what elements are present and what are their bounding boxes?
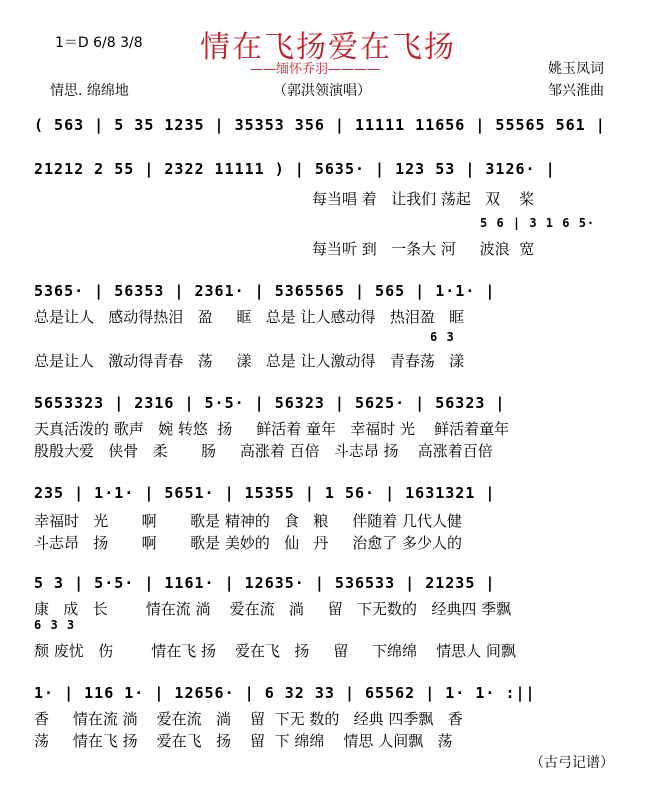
composer: 邹兴淮曲 <box>548 83 604 99</box>
score-line-2-lyric-1: 每当唱 着 让我们 荡起 双 桨 <box>312 190 535 208</box>
song-subtitle: ——缅怀乔羽———— <box>250 62 381 77</box>
key-signature: 1＝D 6/8 3/8 <box>55 35 143 51</box>
score-line-2-alt: 5 6 | 3 1 6 5· <box>480 216 596 230</box>
score-line-4-lyric-2: 殷殷大爱 侠骨 柔 肠 高涨着 百倍 斗志昂 扬 高涨着百倍 <box>34 442 493 460</box>
score-line-2-lyric-2: 每当听 到 一条大 河 波浪 宽 <box>312 240 535 258</box>
score-line-7-lyric-2: 荡 情在飞 扬 爱在飞 扬 留 下 绵绵 情思 人间飘 荡 <box>34 732 453 750</box>
score-line-6-lyric-2: 颓 废忧 伤 情在飞 扬 爱在飞 扬 留 下绵绵 情思人 间飘 <box>34 642 516 660</box>
score-line-7-notes: 1· | 116 1· | 12656· | 6 32 33 | 65562 | 1· 1· :|| <box>34 684 536 702</box>
score-line-3-lyric-1: 总是让人 感动得热泪 盈 眶 总是 让人感动得 热泪盈 眶 <box>34 308 465 326</box>
song-title: 情在飞扬爱在飞扬 <box>200 30 456 65</box>
score-line-4-lyric-1: 天真活泼的 歌声 婉 转悠 扬 鲜活着 童年 幸福时 光 鲜活着童年 <box>34 420 510 438</box>
score-line-4-notes: 5653323 | 2316 | 5·5· | 56323 | 5625· | 56323 | <box>34 394 506 412</box>
lyricist: 姚玉凤词 <box>548 61 604 77</box>
score-line-6-lyric-1: 康 成 长 情在流 淌 爱在流 淌 留 下无数的 经典四 季飘 <box>34 600 512 618</box>
score-line-5-lyric-1: 幸福时 光 啊 歌是 精神的 食 粮 伴随着 几代人健 <box>34 512 463 530</box>
score-line-6-notes: 5 3 | 5·5· | 1161· | 12635· | 536533 | 21235 | <box>34 574 496 592</box>
performer: （郭洪领演唱） <box>273 83 371 99</box>
mood-marking: 情思. 绵绵地 <box>50 83 129 99</box>
score-line-5-lyric-2: 斗志昂 扬 啊 歌是 美妙的 仙 丹 治愈了 多少人的 <box>34 534 463 552</box>
score-line-7-lyric-1: 香 情在流 淌 爱在流 淌 留 下无 数的 经典 四季飘 香 <box>34 710 463 728</box>
transcriber-note: （古弓记谱） <box>530 755 614 771</box>
score-line-3-alt: 6 3 <box>430 330 455 344</box>
score-line-6-alt: 6 3 3 <box>34 618 76 632</box>
score-line-5-notes: 235 | 1·1· | 5651· | 15355 | 1 56· | 1631321 | <box>34 484 496 502</box>
score-line-1-notes: ( 563 | 5 35 1235 | 35353 356 | 11111 11656 | 55565 561 | <box>34 116 606 134</box>
score-line-2-notes: 21212 2 55 | 2322 11111 ) | 5635· | 123 53 | 3126· | <box>34 160 556 178</box>
score-line-3-notes: 5365· | 56353 | 2361· | 5365565 | 565 | 1·1· | <box>34 282 496 300</box>
score-line-3-lyric-2: 总是让人 激动得青春 荡 漾 总是 让人激动得 青春荡 漾 <box>34 352 465 370</box>
